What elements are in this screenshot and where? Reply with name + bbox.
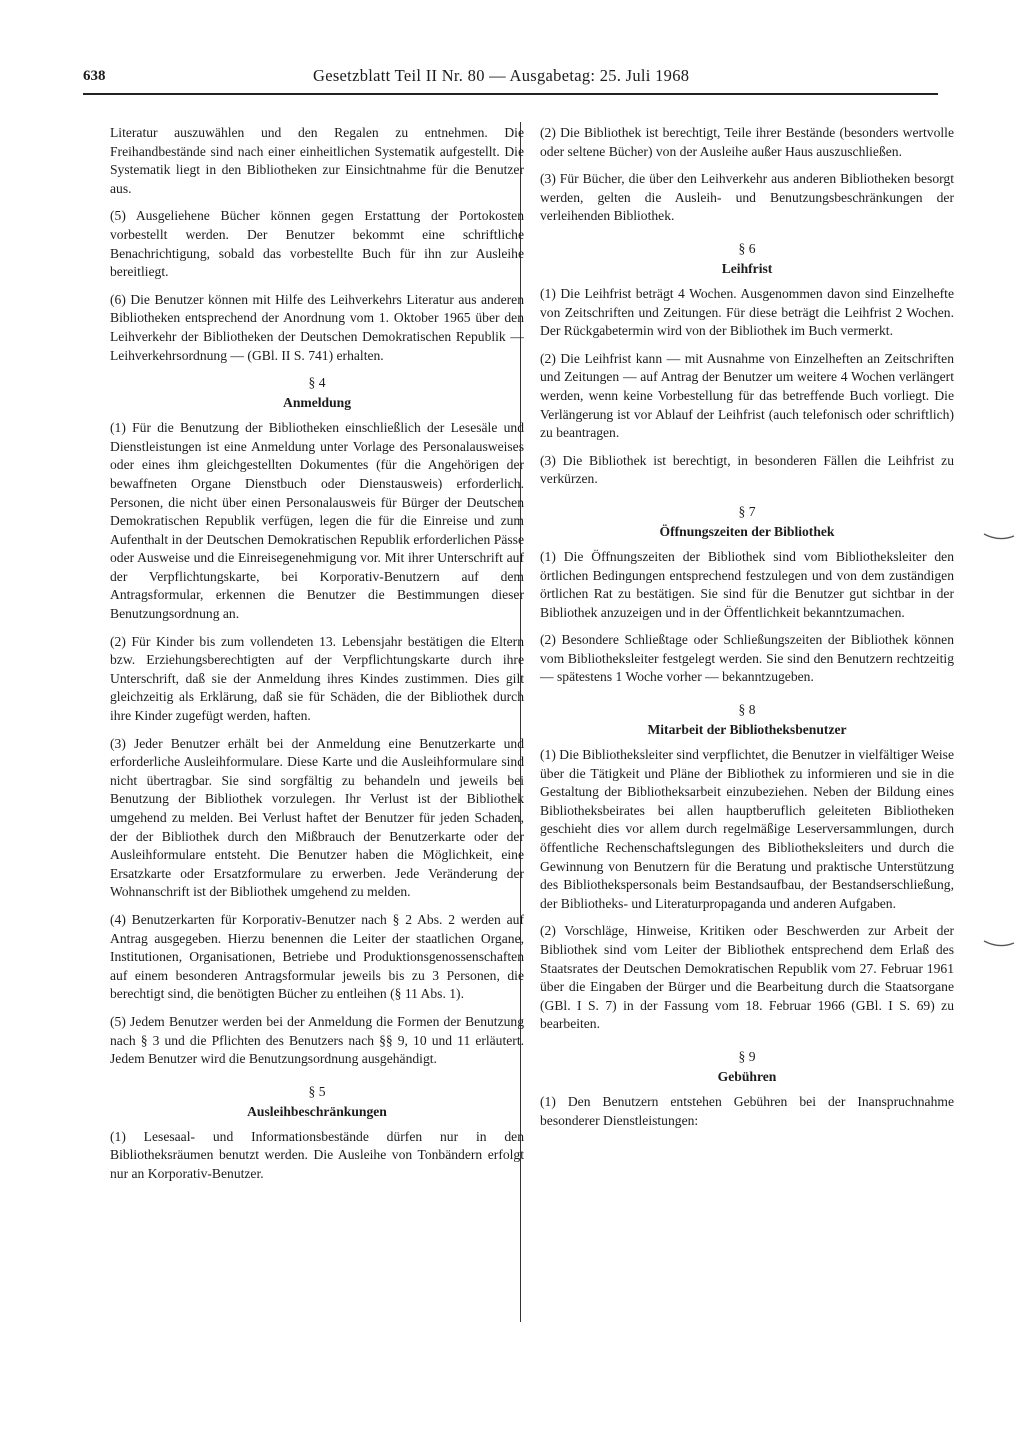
- section-9-title: Gebühren: [717, 1068, 777, 1084]
- page-number: 638: [83, 68, 106, 84]
- section-7-title: Öffnungszeiten der Bibliothek: [659, 523, 835, 539]
- section-4-number: § 4: [308, 375, 326, 391]
- paragraph-5-3: (3) Für Bücher, die über den Leihverkehr aus anderen Bibliotheken besorgt werden, gelten die Ausleih- und Benutzungsbeschränkungen der verleihenden Bibliothek.: [540, 171, 954, 224]
- paragraph-5-2: (2) Die Bibliothek ist berechtigt, Teile ihrer Bestände (besonders wertvolle oder seltene Bücher) von der Ausleihe außer Haus auszuschließen.: [540, 125, 954, 159]
- left-column: [110, 124, 524, 1193]
- paragraph-intro: Literatur auszuwählen und den Regalen zu entnehmen. Die Freihandbestände sind nach einer einheitlichen Systematik aufgestellt. Die Systematik liegt in den Bibliotheken zur Einsichtnahme für die Benutzer aus.: [110, 125, 524, 196]
- section-6-title: Leihfrist: [721, 260, 773, 276]
- paragraph-5-1: (1) Lesesaal- und Informationsbestände dürfen nur in den Bibliotheksräumen benutzt werden. Die Ausleihe von Tonbändern erfolgt nur an Korporativ-Benutzer.: [110, 1128, 524, 1181]
- header-title: Gesetzblatt Teil II Nr. 80 — Ausgabetag: 25. Juli 1968: [313, 66, 690, 85]
- paragraph-4-4: (4) Benutzerkarten für Korporativ-Benutzer nach § 2 Abs. 2 werden auf Antrag ausgegeben. Hierzu benennen die Leiter der staatlichen Organe, Institutionen, Organisationen, Betriebe und Produktionsgenossenschaften auf einem besonderen Antragsformular jeweils bis zu 3 Personen, die berechtigt sind, die benötigten Bücher zu entleihen (§ 11 Abs. 1).: [110, 911, 524, 1002]
- section-8-title: Mitarbeit der Bibliotheksbenutzer: [647, 722, 847, 738]
- paragraph-7-1: (1) Die Öffnungszeiten der Bibliothek sind vom Bibliotheksleiter den örtlichen Bedingungen entsprechend festzulegen und von dem zuständigen örtlichen Rat zu bestätigen. Sie sind für die Benutzer gut sichtbar in der Bibliothek anzuzeigen und in der Öffentlichkeit bekanntzumachen.: [540, 548, 954, 620]
- margin-scan-mark-lower: [982, 939, 1016, 949]
- paragraph-6-2: (2) Die Leihfrist kann — mit Ausnahme von Einzelheften an Zeitschriften und Zeitungen — auf Antrag der Benutzer um weitere 4 Wochen verlängert werden, wenn keine Vorbestellung für das betreffende Buch vorliegt. Die Verlängerung ist vor Ablauf der Leihfrist (auch telefonisch oder schriftlich) zu beantragen.: [540, 350, 954, 441]
- paragraph-8-2: (2) Vorschläge, Hinweise, Kritiken oder Beschwerden zur Arbeit der Bibliothek sind vom Leiter der Bibliothek entsprechend dem Erlaß des Staatsrates der Deutschen Demokratischen Republik vom 27. Februar 1961 über die Eingaben der Bürger und die Bearbeitung durch die Staatsorgane (GBl. I S. 7) in der Fassung vom 18. Februar 1966 (GBl. I S. 69) zu bearbeiten.: [540, 923, 954, 1032]
- paragraph-4-2: (2) Für Kinder bis zum vollendeten 13. Lebensjahr bestätigen die Eltern bzw. Erziehungsberechtigten auf der Verpflichtungskarte durch ihre Unterschrift, daß sie der Anmeldung ihres Kindes zustimmen. Dies gilt gleichzeitig als Erklärung, daß sie für Schäden, die der Bibliothek durch ihre Kinder zugefügt werden, haften.: [110, 633, 524, 724]
- paragraph-4-1: (1) Für die Benutzung der Bibliotheken einschließlich der Lesesäle und Dienstleistungen ist eine Anmeldung unter Vorlage des Personalausweises oder eines ihm gleichgestellten Dokumentes (für die Angehörigen der bewaffneten Organe Dienstbuch oder Dienstausweis) erforderlich. Personen, die nicht über einen Personalausweis für Bürger der Deutschen Demokratischen Republik verfügen, legen die für die Einreise und zum Aufenthalt in der Deutschen Demokratischen Republik erforderlichen Pässe oder Ausweise und die Einreisegenehmigung vor. Mit ihrer Unterschrift auf der Verpflichtungskarte, bei Korporativ-Benutzern auf dem Antragsformular, erkennen die Benutzer die Bestimmungen dieser Benutzungsordnung an.: [110, 420, 524, 622]
- paragraph-6-1: (1) Die Leihfrist beträgt 4 Wochen. Ausgenommen davon sind Einzelhefte von Zeitschriften und Zeitungen. Für diese beträgt die Leihfrist 2 Wochen. Der Rückgabetermin wird von der Bibliothek im Buch vermerkt.: [540, 285, 954, 339]
- section-8-number: § 8: [738, 702, 756, 718]
- paragraph-3-5: (5) Ausgeliehene Bücher können gegen Erstattung der Portokosten vorbestellt werden. Der Benutzer bekommt eine schriftliche Benachrichtigung, sobald das vorbestellte Buch für ihn zur Ausleihe bereitliegt.: [110, 208, 524, 280]
- paragraph-4-5: (5) Jedem Benutzer werden bei der Anmeldung die Formen der Benutzung nach § 3 und die Pflichten des Benutzers nach §§ 9, 10 und 11 erläutert. Jedem Benutzer wird die Benutzungsordnung ausgehändigt.: [110, 1013, 524, 1067]
- margin-scan-mark-upper: [982, 532, 1016, 542]
- paragraph-4-3: (3) Jeder Benutzer erhält bei der Anmeldung eine Benutzerkarte und erforderliche Ausleihformulare. Diese Karte und die Ausleihformulare sind nicht übertragbar. Sie sind sorgfältig zu behandeln und jeweils bei Benutzung der Bibliothek vorzulegen. Ihr Verlust ist der Bibliothek umgehend zu melden. Bei Verlust haftet der Benutzer für jeden Schaden, der der Bibliothek durch den Mißbrauch der Benutzerkarte oder der Ausleihformulare entsteht. Die Benutzer haben die Möglichkeit, eine Ersatzkarte oder Ersatzformulare zu erwerben. Jede Veränderung der Wohnanschrift ist der Bibliothek umgehend zu melden.: [110, 735, 524, 900]
- paragraph-3-6: (6) Die Benutzer können mit Hilfe des Leihverkehrs Literatur aus anderen Bibliotheken entsprechend der Anordnung vom 1. Oktober 1965 über den Leihverkehr der Bibliotheken der Deutschen Demokratischen Republik — Leihverkehrsordnung — (GBl. II S. 741) erhalten.: [110, 291, 524, 363]
- paragraph-8-1: (1) Die Bibliotheksleiter sind verpflichtet, die Benutzer in vielfältiger Weise über die Tätigkeit und Pläne der Bibliothek zu informieren und sie in die Gestaltung der Bibliotheksarbeit einzubeziehen. Neben der Bildung eines Bibliotheksbeirates bei allen hauptberuflich geleiteten Bibliotheken geschieht dies vor allem durch regelmäßige Leserversammlungen, durch öffentliche Rechenschaftslegungen des Bibliotheksleiters und durch die Gewinnung von Benutzern für die Beratung und praktische Unterstützung des Bibliothekspersonals beim Bestandsaufbau, der Bestandserschließung, der Bibliotheks- und Literaturpropaganda und anderen Aufgaben.: [540, 747, 954, 911]
- section-9-number: § 9: [738, 1048, 756, 1064]
- section-4-title: Anmeldung: [283, 395, 351, 411]
- section-7-number: § 7: [738, 503, 756, 519]
- paragraph-6-3: (3) Die Bibliothek ist berechtigt, in besonderen Fällen die Leihfrist zu verkürzen.: [540, 452, 954, 487]
- page-header: [83, 66, 938, 96]
- paragraph-9-1: (1) Den Benutzern entstehen Gebühren bei der Inanspruchnahme besonderer Dienstleistungen:: [540, 1093, 954, 1128]
- header-rule: [83, 93, 938, 95]
- right-column: [540, 124, 954, 1139]
- paragraph-7-2: (2) Besondere Schließtage oder Schließungszeiten der Bibliothek können vom Bibliotheksleiter festgelegt werden. Sie sind den Benutzern rechtzeitig — spätestens 1 Woche vorher — bekanntzugeben.: [540, 632, 954, 685]
- section-5-title: Ausleihbeschränkungen: [247, 1103, 387, 1119]
- section-6-number: § 6: [738, 240, 756, 256]
- section-5-number: § 5: [308, 1083, 326, 1099]
